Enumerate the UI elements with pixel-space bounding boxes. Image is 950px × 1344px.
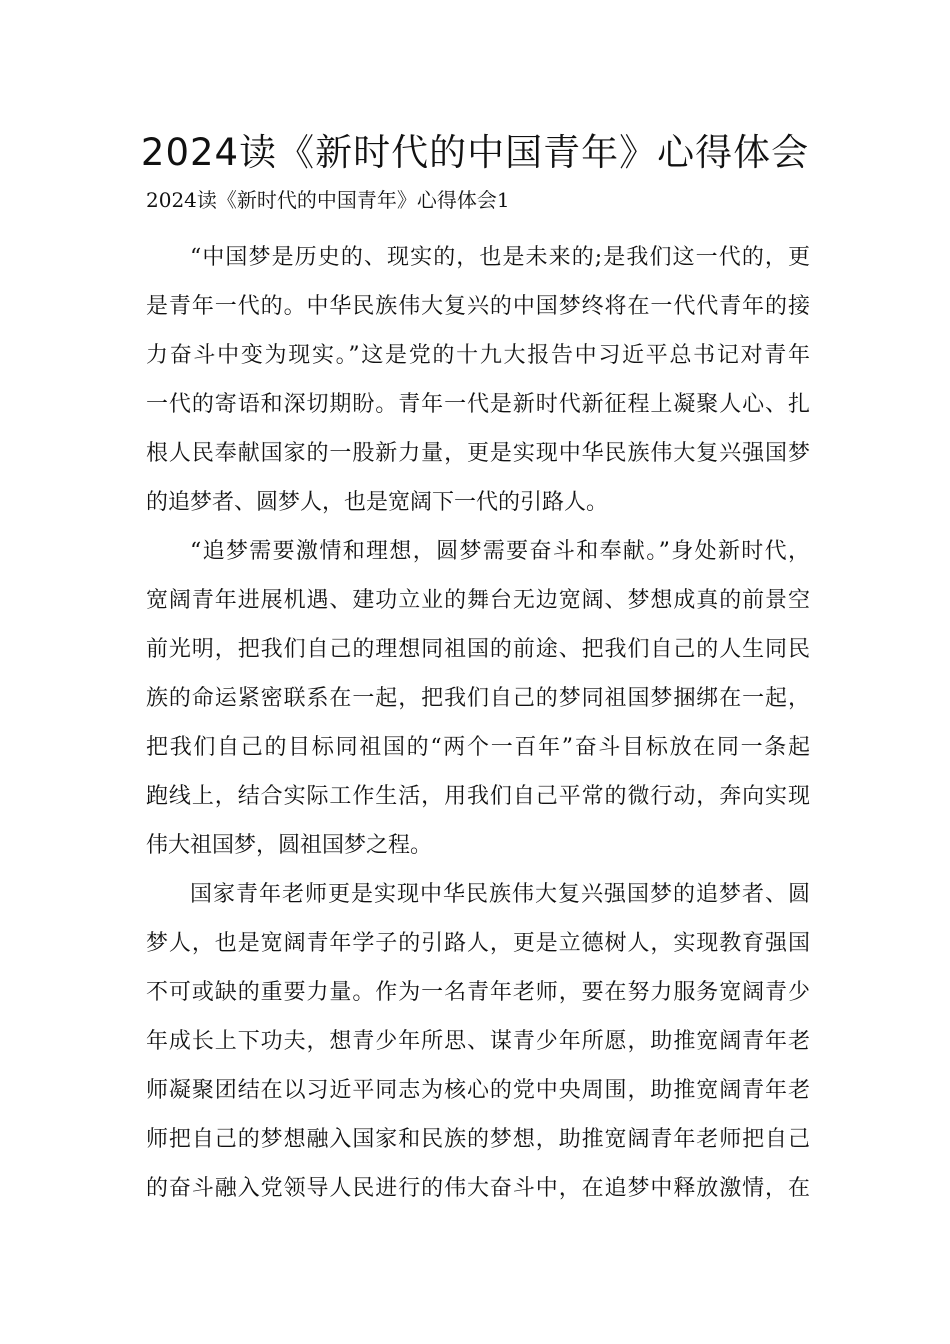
- paragraph-3: [146, 870, 810, 1213]
- paragraph-line: 族的命运紧密联系在一起，把我们自己的梦同祖国梦捆绑在一起，: [146, 686, 810, 711]
- paragraph-line: “中国梦是历史的、现实的，也是未来的;是我们这一代的，更: [190, 245, 810, 270]
- paragraph-line: 师把自己的梦想融入国家和民族的梦想，助推宽阔青年老师把自己: [146, 1127, 810, 1152]
- paragraph-line: 伟大祖国梦，圆祖国梦之程。: [146, 833, 433, 858]
- paragraph-2: [146, 527, 810, 870]
- document-body: [146, 233, 810, 1213]
- paragraph-line: 前光明，把我们自己的理想同祖国的前途、把我们自己的人生同民: [146, 637, 810, 662]
- paragraph-line: 国家青年老师更是实现中华民族伟大复兴强国梦的追梦者、圆: [190, 882, 810, 907]
- paragraph-line: “追梦需要激情和理想，圆梦需要奋斗和奉献。”身处新时代，: [190, 539, 810, 564]
- paragraph-line: 把我们自己的目标同祖国的“两个一百年”奋斗目标放在同一条起: [146, 735, 810, 760]
- paragraph-line: 不可或缺的重要力量。作为一名青年老师，要在努力服务宽阔青少: [146, 980, 810, 1005]
- paragraph-line: 师凝聚团结在以习近平同志为核心的党中央周围，助推宽阔青年老: [146, 1078, 810, 1103]
- paragraph-line: 的追梦者、圆梦人，也是宽阔下一代的引路人。: [146, 490, 609, 515]
- document-subtitle: 2024读《新时代的中国青年》心得体会1: [146, 188, 510, 212]
- paragraph-line: 一代的寄语和深切期盼。青年一代是新时代新征程上凝聚人心、扎: [146, 392, 810, 417]
- paragraph-line: 的奋斗融入党领导人民进行的伟大奋斗中，在追梦中释放激情，在: [146, 1176, 810, 1201]
- paragraph-line: 是青年一代的。中华民族伟大复兴的中国梦终将在一代代青年的接: [146, 294, 810, 319]
- paragraph-line: 跑线上，结合实际工作生活，用我们自己平常的微行动，奔向实现: [146, 784, 810, 809]
- paragraph-line: 宽阔青年进展机遇、建功立业的舞台无边宽阔、梦想成真的前景空: [146, 588, 810, 613]
- paragraph-line: 梦人，也是宽阔青年学子的引路人，更是立德树人，实现教育强国: [146, 931, 810, 956]
- paragraph-line: 力奋斗中变为现实。”这是党的十九大报告中习近平总书记对青年: [146, 343, 810, 368]
- paragraph-line: 根人民奉献国家的一股新力量，更是实现中华民族伟大复兴强国梦: [146, 441, 810, 466]
- document-title: 2024读《新时代的中国青年》心得体会: [140, 131, 810, 174]
- paragraph-line: 年成长上下功夫，想青少年所思、谋青少年所愿，助推宽阔青年老: [146, 1029, 810, 1054]
- paragraph-1: [146, 233, 810, 527]
